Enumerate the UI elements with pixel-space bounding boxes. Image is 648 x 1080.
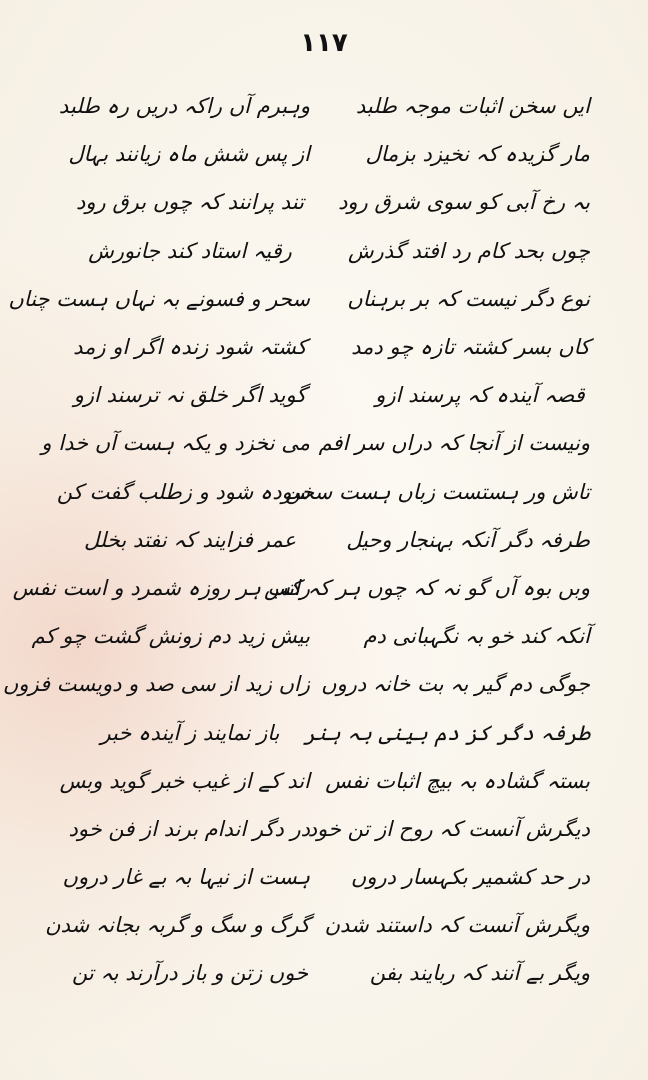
couplet-row [70,227,590,275]
verse-right: ویگر بے آنند کہ ربایند بفن [369,961,590,986]
verse-left: باز نمایند ز آیندہ خبر [100,720,280,745]
couplet-row [8,275,590,323]
verse-left: زاں زید از سی صد و دویست فزوں [2,672,310,697]
verse-right: تاش ور ہستست زباں ہست سخن [285,479,590,504]
verse-right: بہ رخ آبی کو سوی شرق رود [338,190,590,215]
verse-right: آنکہ کند خو بہ نگہبانی دم [363,624,590,649]
verse-left: در دگر اندام برند از فن خود [68,816,310,841]
verse-left: رقیہ استاد کند جانورش [88,238,292,263]
verse-right: چوں بحد کام رد افتد گذرش [348,238,590,263]
verse-left: راتب ہر روزہ شمرد و است نفس [12,575,310,600]
verse-left: می نخزد و یکہ ہست آں خدا و [41,431,310,456]
couplet-row [70,708,590,756]
verse-left: سودہ شود و زطلب گفت کن [56,479,310,504]
couplet-row [45,901,590,949]
verse-right: طرفہ دگر کز دم بینی بہ ہنر [303,720,590,745]
verse-right: قصہ آیندہ کہ پرسند ازو [375,383,585,408]
verse-right: ویگرش آنست کہ داستند شدن [324,913,590,938]
verse-left: خوں زتن و باز درآرند بہ تن [71,961,309,986]
couplet-row [12,564,590,612]
verse-right: جوگی دم گیر بہ بت خانہ دروں [321,672,590,697]
couplet-row [70,949,590,997]
verse-right: نوع دگر نیست کہ بر برہناں [347,286,590,311]
couplet-row [62,853,590,901]
verse-left: گوید اگر خلق نہ ترسند ازو [73,383,307,408]
verse-left: بیش زید دم زونش گشت چو کم [31,624,310,649]
couplet-row [59,757,590,805]
page-number: ۱۱۷ [300,28,348,58]
verse-right: دیگرش آنست کہ روح از تن خود [307,816,590,841]
verse-left: اند کے از غیب خبر گوید وبس [59,768,310,793]
verse-right: ایں سخن اثبات موجہ طلبد [355,94,590,119]
verse-right: ونیست از آنجا کہ دراں سر افم [318,431,590,456]
verse-right: در حد کشمیر بکہسار دروں [350,865,590,890]
couplet-row [70,130,590,178]
verse-right: کاں بسر کشتہ تازہ چو دمد [351,335,590,360]
couplet-row [56,468,590,516]
verse-right: مار گزیدہ کہ نخیزد بزمال [365,142,590,167]
verse-right: طرفہ دگر آنکہ بہنجار وحیل [346,527,590,552]
couplet-row [2,660,590,708]
couplet-row [70,805,590,853]
verse-left: سحر و فسونے بہ نہاں ہست چناں [8,286,310,311]
verse-right: بستہ گشادہ بہ بیچ اثبات نفس [325,768,590,793]
couplet-row [70,516,590,564]
verse-left: عمر فزایند کہ نفتد بخلل [83,527,296,552]
verse-left: ہست از نیہا بہ بے غار دروں [62,865,310,890]
verse-right: وبں بوہ آں گو نہ کہ چوں ہر کہ کس [264,575,590,600]
verse-left: کشتہ شود زندہ اگر او زمد [73,335,307,360]
couplet-row [70,323,590,371]
verse-left: تند پرانند کہ چوں برق رود [76,190,304,215]
couplet-row [31,612,590,660]
couplet-row [58,82,590,130]
couplet-list [2,82,590,1022]
couplet-row [70,371,590,419]
verse-left: وہبرم آں راکہ دریں رہ طلبد [58,94,310,119]
couplet-row [70,178,590,226]
verse-left: گرگ و سگ و گربہ بجانہ شدن [45,913,310,938]
couplet-row [41,419,590,467]
verse-left: از پس شش ماہ زیانند بہال [68,142,310,167]
